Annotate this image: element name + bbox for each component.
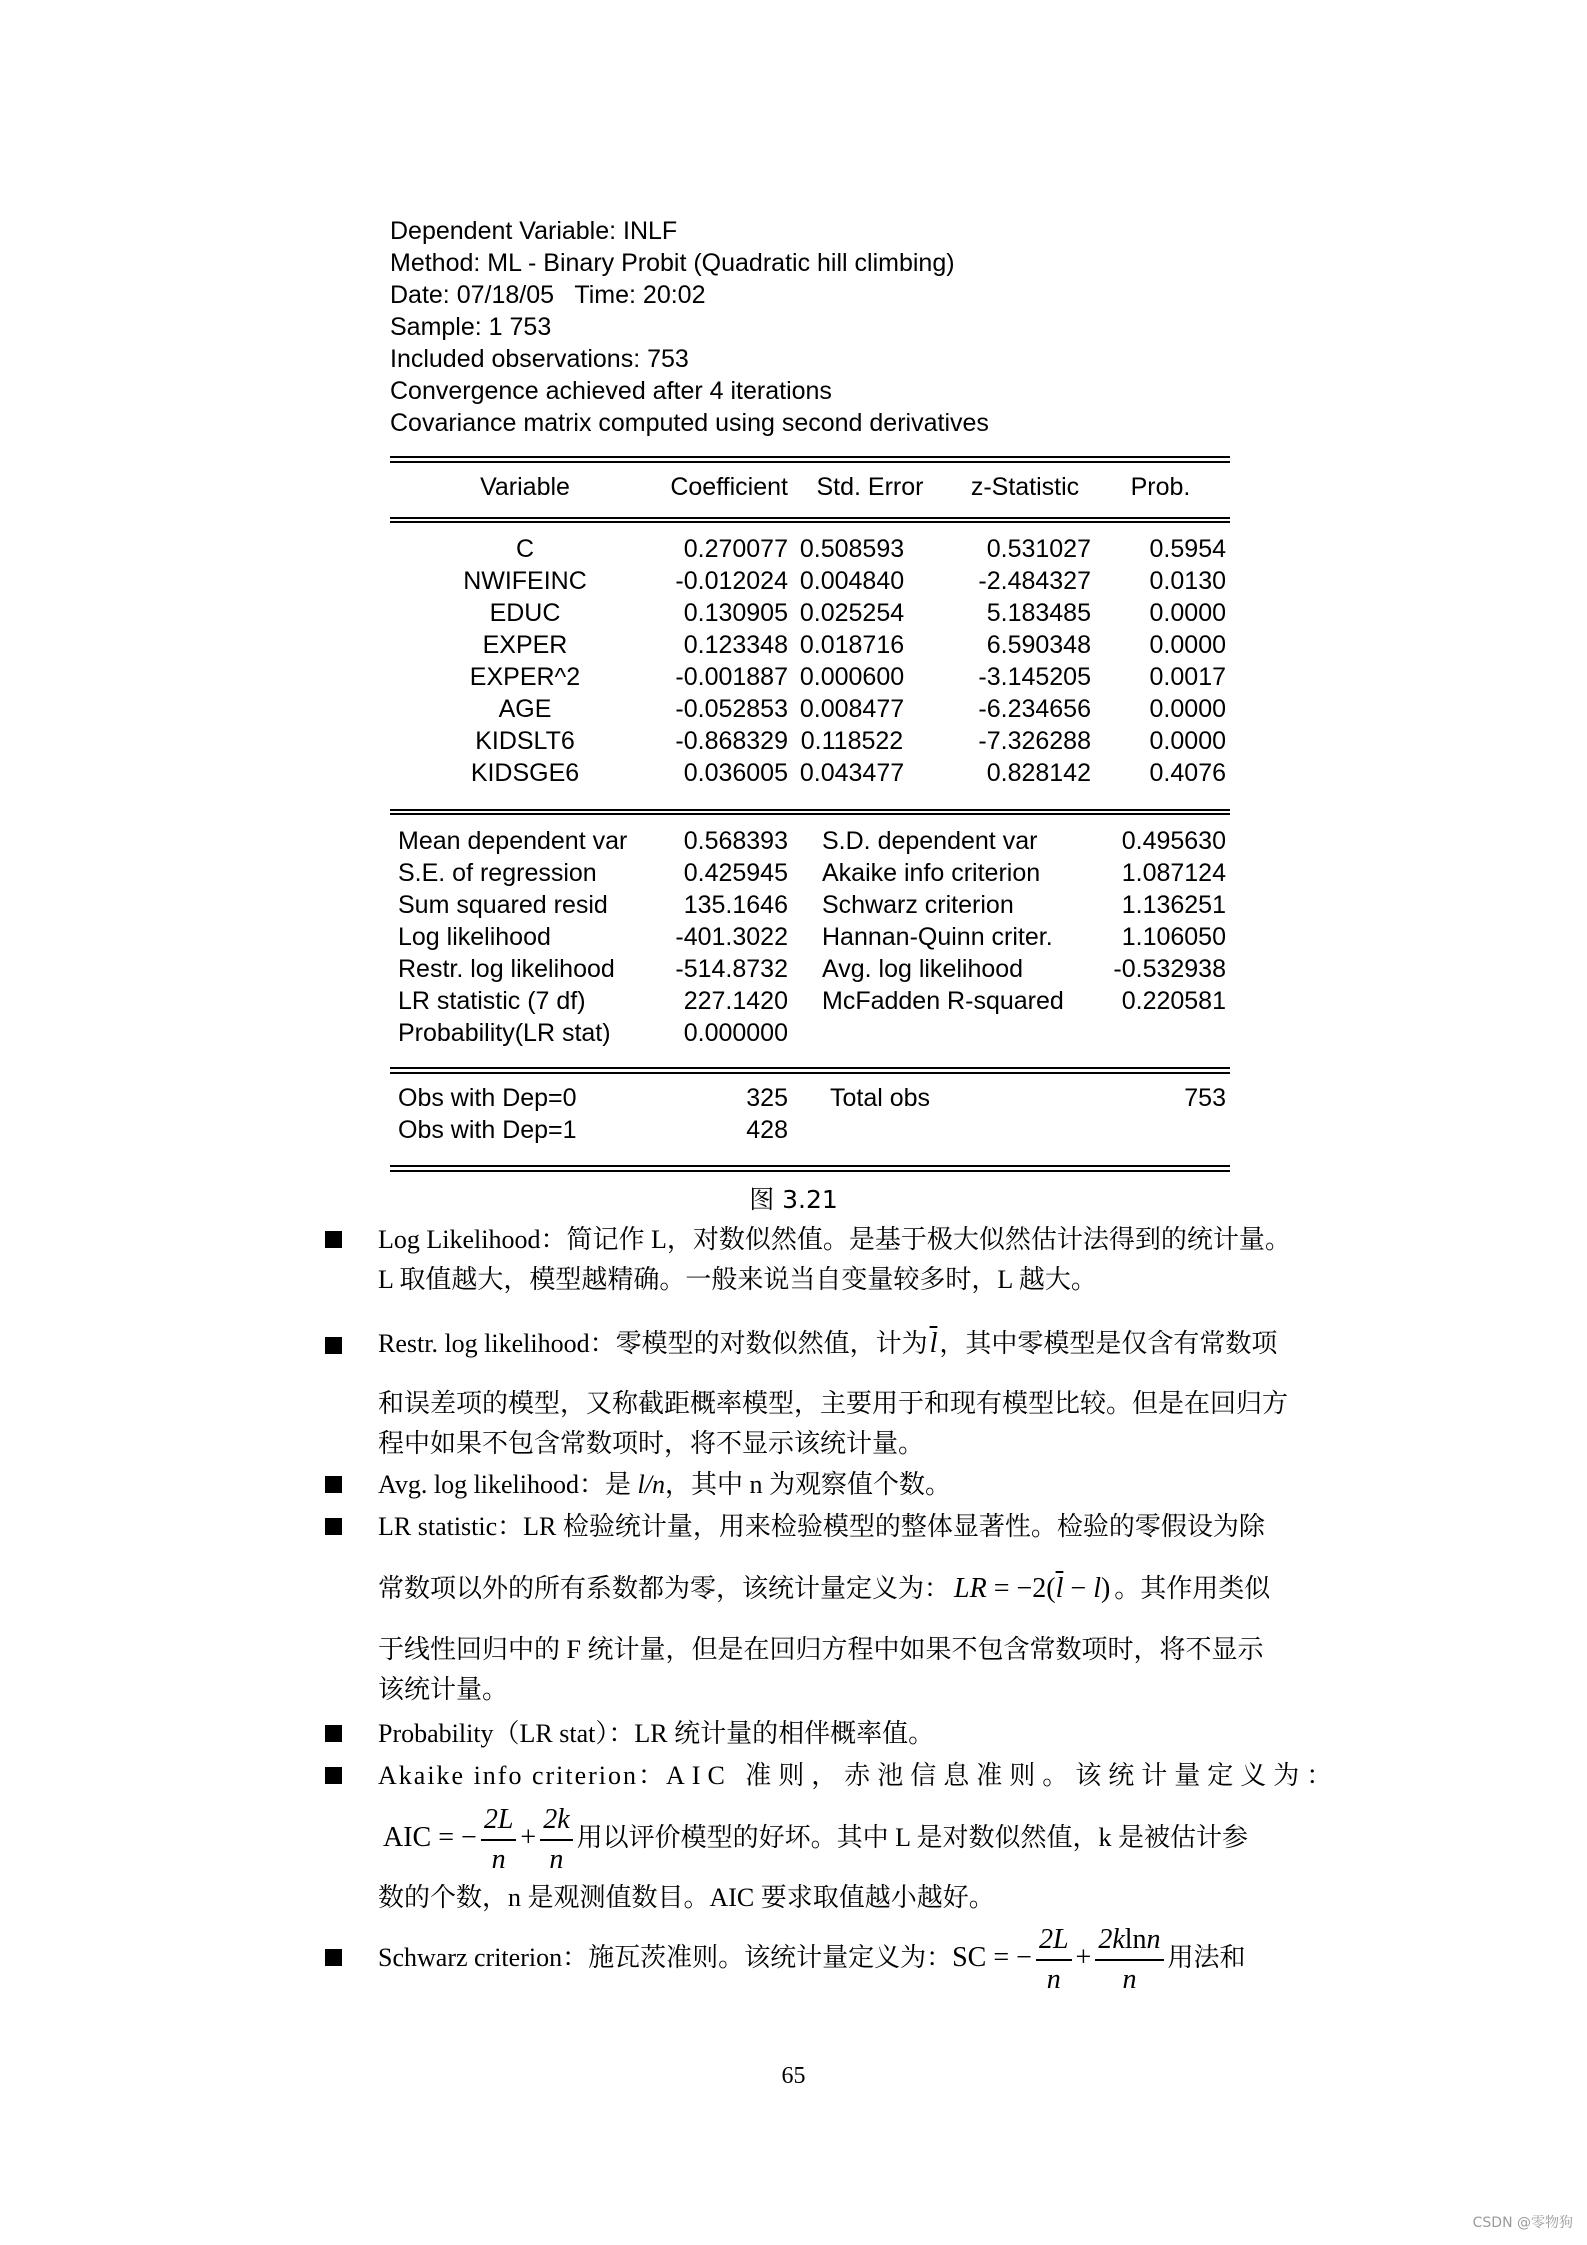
header-line: Covariance matrix computed using second derivatives xyxy=(390,409,989,437)
bullet-icon xyxy=(325,1949,342,1966)
fraction-2klnn-over-n: $\frac{2klnn}{n}$ xyxy=(1095,1921,1163,1999)
variable-cell: EXPER^2 xyxy=(469,663,581,691)
prob-cell: 0.0000 xyxy=(1149,727,1226,755)
stat-label: McFadden R-squared xyxy=(822,987,1064,1015)
variable-cell: KIDSGE6 xyxy=(470,759,580,787)
column-header: Coefficient xyxy=(670,473,788,501)
item-text: 用以评价模型的好坏。其中 L 是对数似然值，k 是被估计参 xyxy=(576,1823,1249,1852)
stat-label: Avg. log likelihood xyxy=(822,955,1024,983)
item-text: ，其中 n 为观察值个数。 xyxy=(664,1470,951,1499)
variable-cell: C xyxy=(515,535,535,563)
stat-label: Hannan-Quinn criter. xyxy=(822,923,1053,951)
item-term: Restr. log likelihood： xyxy=(378,1329,616,1358)
item-text: 。其作用类似 xyxy=(1114,1574,1271,1603)
stat-value: -401.3022 xyxy=(675,923,788,951)
lr-formula: LR = $-2(\overline{l} - l)$ xyxy=(954,1573,1111,1604)
obs-value: 325 xyxy=(746,1084,788,1112)
z-statistic-cell: 0.531027 xyxy=(986,535,1091,563)
bullet-icon xyxy=(325,1476,342,1493)
coefficient-cell: -0.868329 xyxy=(675,727,788,755)
stat-value: 0.220581 xyxy=(1121,987,1226,1015)
stat-value: 1.106050 xyxy=(1121,923,1226,951)
list-item-line xyxy=(378,1571,1270,1607)
bullet-icon xyxy=(325,1725,342,1742)
stat-value: 227.1420 xyxy=(683,987,788,1015)
item-term: Log Likelihood： xyxy=(378,1225,567,1254)
z-statistic-cell: 5.183485 xyxy=(986,599,1091,627)
fraction-2k-over-n: $\frac{2k}{n}$ xyxy=(540,1801,572,1879)
stat-row xyxy=(390,985,1230,1017)
std-error-cell: 0.004840 xyxy=(799,567,905,595)
column-header: Std. Error xyxy=(816,473,924,501)
table-row xyxy=(390,661,1230,693)
item-term: Probability（LR stat）： xyxy=(378,1719,635,1748)
z-statistic-cell: 0.828142 xyxy=(986,759,1091,787)
item-text: ，其中零模型是仅含有常数项 xyxy=(939,1329,1278,1358)
header-line: Included observations: 753 xyxy=(390,345,689,373)
std-error-cell: 0.043477 xyxy=(799,759,905,787)
item-term: Schwarz criterion： xyxy=(378,1943,589,1972)
std-error-cell: 0.118522 xyxy=(800,727,904,755)
table-row xyxy=(390,533,1230,565)
list-item xyxy=(378,1758,1340,1794)
item-term: LR statistic： xyxy=(378,1512,524,1541)
stat-value: 1.087124 xyxy=(1121,859,1226,887)
column-header-row xyxy=(390,471,1230,503)
stat-row xyxy=(390,1017,1230,1049)
item-text: 用法和 xyxy=(1167,1943,1246,1972)
stats-rule xyxy=(390,809,1230,815)
stat-label: LR statistic (7 df) xyxy=(398,987,586,1015)
coefficient-cell: 0.036005 xyxy=(683,759,788,787)
table-row xyxy=(390,757,1230,789)
stat-row xyxy=(390,921,1230,953)
variable-cell: EDUC xyxy=(489,599,561,627)
std-error-cell: 0.000600 xyxy=(799,663,905,691)
stat-row xyxy=(390,857,1230,889)
std-error-cell: 0.008477 xyxy=(799,695,905,723)
item-text: 常数项以外的所有系数都为零，该统计量定义为： xyxy=(378,1574,951,1603)
aic-formula: AIC = − $\frac{2L}{n}$ + $\frac{2k}{n}$ xyxy=(383,1822,577,1853)
stat-value: 0.495630 xyxy=(1121,827,1226,855)
stat-value: 0.568393 xyxy=(683,827,788,855)
list-item xyxy=(378,1716,934,1752)
coefficient-cell: 0.130905 xyxy=(683,599,788,627)
coefficient-cell: 0.123348 xyxy=(683,631,788,659)
prob-cell: 0.5954 xyxy=(1149,535,1226,563)
stat-value: -514.8732 xyxy=(675,955,788,983)
z-statistic-cell: -7.326288 xyxy=(978,727,1091,755)
stat-label: S.D. dependent var xyxy=(822,827,1038,855)
variable-cell: KIDSLT6 xyxy=(475,727,575,755)
table-top-rule xyxy=(390,456,1230,463)
coefficient-cell: -0.052853 xyxy=(675,695,788,723)
table-row xyxy=(390,629,1230,661)
obs-row xyxy=(390,1082,1230,1114)
item-text: 程中如果不包含常数项时，将不显示该统计量。 xyxy=(378,1429,925,1458)
bullet-icon xyxy=(325,1231,342,1248)
item-text: L 取值越大，模型越精确。一般来说当自变量较多时，L 越大。 xyxy=(378,1265,1097,1294)
figure-caption: 图 3.21 xyxy=(749,1185,838,1214)
item-text: 该统计量。 xyxy=(378,1675,509,1704)
stat-label: Schwarz criterion xyxy=(822,891,1014,919)
item-term: Avg. log likelihood： xyxy=(378,1470,606,1499)
prob-cell: 0.0000 xyxy=(1149,695,1226,723)
list-item xyxy=(378,1918,1246,1999)
item-term: Akaike info criterion： xyxy=(378,1761,667,1790)
obs-value: 753 xyxy=(1184,1084,1226,1112)
item-text: 于线性回归中的 F 统计量，但是在回归方程中如果不包含常数项时，将不显示 xyxy=(378,1635,1264,1664)
stat-label: Sum squared resid xyxy=(398,891,608,919)
variable-cell: AGE xyxy=(498,695,552,723)
page-number: 65 xyxy=(781,2063,806,2089)
table-row xyxy=(390,693,1230,725)
table-row xyxy=(390,597,1230,629)
header-line: Dependent Variable: INLF xyxy=(390,217,678,245)
stat-label: Restr. log likelihood xyxy=(398,955,615,983)
variable-cell: EXPER xyxy=(482,631,568,659)
prob-cell: 0.0000 xyxy=(1149,631,1226,659)
table-row xyxy=(390,725,1230,757)
watermark: CSDN @零物狗 xyxy=(1472,2215,1573,2231)
item-text: 简记作 L，对数似然值。是基于极大似然估计法得到的统计量。 xyxy=(566,1225,1291,1254)
list-item xyxy=(378,1467,951,1503)
prob-cell: 0.0130 xyxy=(1149,567,1226,595)
prob-cell: 0.4076 xyxy=(1149,759,1226,787)
column-header: Prob. xyxy=(1130,473,1191,501)
z-statistic-cell: 6.590348 xyxy=(986,631,1091,659)
l-bar-symbol: $\overline{l}$ xyxy=(929,1328,938,1359)
item-text: 是 xyxy=(605,1470,632,1499)
item-text: 施瓦茨准则。该统计量定义为： xyxy=(588,1943,953,1972)
bullet-icon xyxy=(325,1767,342,1784)
stat-row xyxy=(390,953,1230,985)
prob-cell: 0.0000 xyxy=(1149,599,1226,627)
item-text: 和误差项的模型，又称截距概率模型，主要用于和现有模型比较。但是在回归方 xyxy=(378,1389,1289,1418)
obs-rule xyxy=(390,1067,1230,1074)
stat-value: 135.1646 xyxy=(683,891,788,919)
header-line: Convergence achieved after 4 iterations xyxy=(390,377,832,405)
bullet-icon xyxy=(325,1518,342,1535)
item-text: LR 统计量的相伴概率值。 xyxy=(634,1719,935,1748)
stat-value: 1.136251 xyxy=(1121,891,1226,919)
table-bottom-rule xyxy=(390,1165,1230,1172)
obs-value: 428 xyxy=(746,1116,788,1144)
column-header: z-Statistic xyxy=(970,473,1080,501)
fraction-2l-over-n: $\frac{2L}{n}$ xyxy=(481,1801,517,1879)
z-statistic-cell: -3.145205 xyxy=(978,663,1091,691)
bullet-icon xyxy=(325,1337,342,1354)
header-line: Sample: 1 753 xyxy=(390,313,552,341)
item-text: AIC 准则，赤池信息准则。该统计量定义为： xyxy=(666,1761,1340,1790)
variable-cell: NWIFEINC xyxy=(463,567,587,595)
obs-label: Obs with Dep=0 xyxy=(398,1084,577,1112)
z-statistic-cell: -6.234656 xyxy=(978,695,1091,723)
item-text: 零模型的对数似然值，计为 xyxy=(615,1329,928,1358)
obs-label: Total obs xyxy=(830,1084,931,1112)
stat-value: 0.425945 xyxy=(683,859,788,887)
header-rule xyxy=(390,517,1230,523)
list-item-line xyxy=(383,1798,1248,1879)
z-statistic-cell: -2.484327 xyxy=(978,567,1091,595)
fraction-2l-over-n: $\frac{2L}{n}$ xyxy=(1036,1921,1072,1999)
stat-label: Log likelihood xyxy=(398,923,551,951)
item-text: LR 检验统计量，用来检验模型的整体显著性。检验的零假设为除 xyxy=(523,1512,1265,1541)
eviews-output xyxy=(390,215,1230,1144)
sc-formula: SC = − $\frac{2L}{n}$ + $\frac{2klnn}{n}$ xyxy=(952,1942,1167,1973)
avg-expression: l/n xyxy=(637,1470,665,1499)
list-item xyxy=(378,1509,1265,1545)
stat-row xyxy=(390,825,1230,857)
prob-cell: 0.0017 xyxy=(1149,663,1226,691)
stat-label: S.E. of regression xyxy=(398,859,597,887)
stat-value: -0.532938 xyxy=(1113,955,1226,983)
stat-value: 0.000000 xyxy=(683,1019,788,1047)
obs-label: Obs with Dep=1 xyxy=(398,1116,577,1144)
formula-lhs: SC xyxy=(952,1942,987,1973)
formula-lhs: AIC xyxy=(383,1822,432,1853)
coefficient-cell: -0.001887 xyxy=(675,663,788,691)
std-error-cell: 0.025254 xyxy=(799,599,905,627)
stat-row xyxy=(390,889,1230,921)
std-error-cell: 0.508593 xyxy=(799,535,905,563)
column-header: Variable xyxy=(480,473,570,501)
header-line: Method: ML - Binary Probit (Quadratic hill climbing) xyxy=(390,249,955,277)
list-item xyxy=(378,1326,1277,1362)
stat-label: Akaike info criterion xyxy=(822,859,1041,887)
std-error-cell: 0.018716 xyxy=(799,631,905,659)
header-line: Date: 07/18/05 Time: 20:02 xyxy=(390,281,706,309)
stat-label: Probability(LR stat) xyxy=(398,1019,611,1047)
coefficient-cell: 0.270077 xyxy=(683,535,788,563)
table-row xyxy=(390,565,1230,597)
stat-label: Mean dependent var xyxy=(398,827,628,855)
item-text: 数的个数，n 是观测值数目。AIC 要求取值越小越好。 xyxy=(378,1883,995,1912)
coefficient-cell: -0.012024 xyxy=(675,567,788,595)
list-item xyxy=(378,1222,1291,1258)
eviews-header xyxy=(390,215,1230,439)
obs-row xyxy=(390,1114,1230,1146)
